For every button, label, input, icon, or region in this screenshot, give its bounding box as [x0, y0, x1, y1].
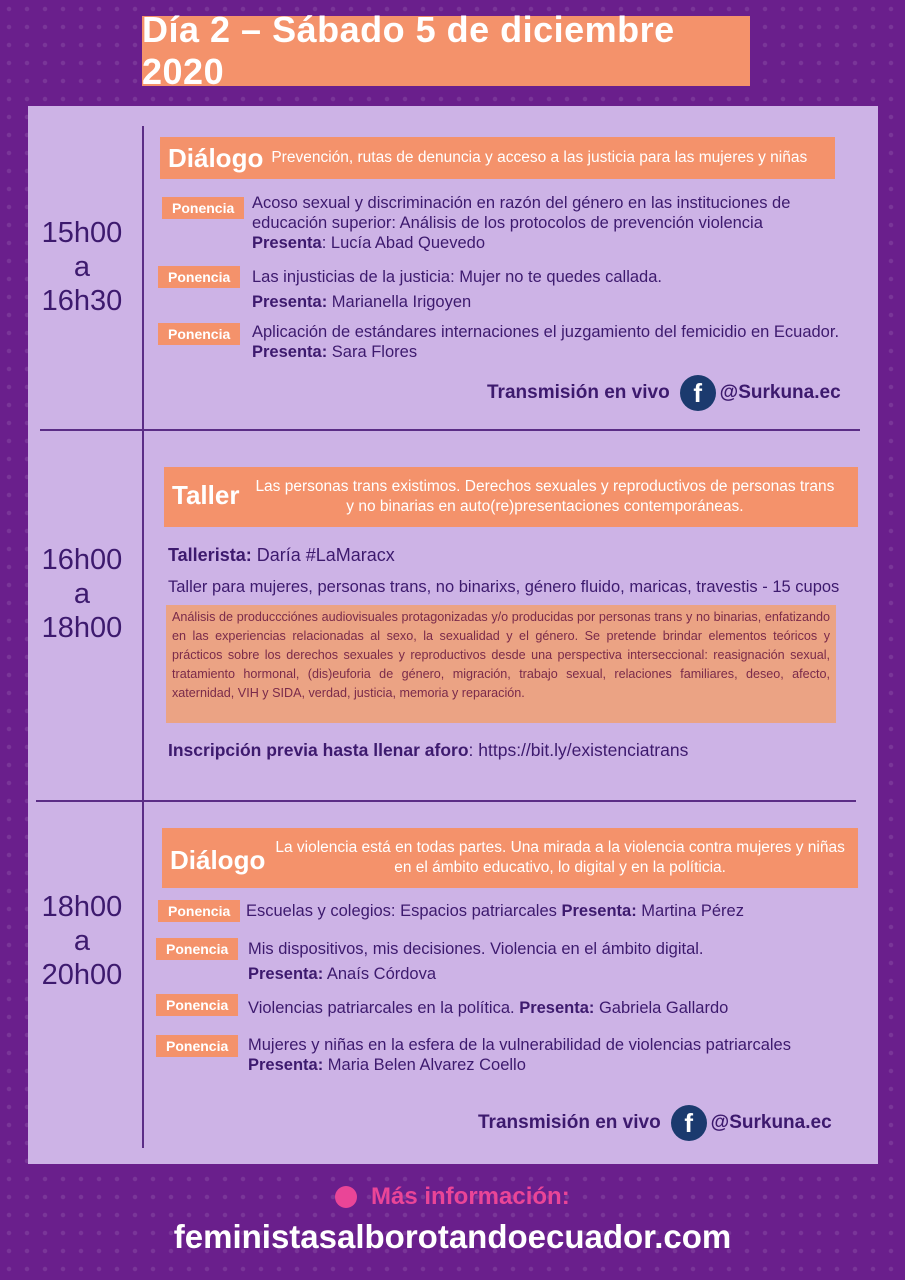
facebook-icon: f — [671, 1105, 707, 1141]
talk-title: Aplicación de estándares internaciones el juzgamiento del femicidio en Ecuador. — [252, 323, 840, 341]
presenter-label: Presenta: — [561, 902, 637, 920]
session-topic: Prevención, rutas de denuncia y acceso a las justicia para las mujeres y niñas — [271, 149, 808, 166]
session-topic-line: La violencia está en todas partes. Una mirada a la violencia contra mujeres y niñas — [275, 839, 845, 856]
talk-title: Mis dispositivos, mis decisiones. Violencia en el ámbito digital. — [248, 940, 704, 958]
more-info-label: Más información: — [371, 1183, 570, 1210]
talk-presenter — [252, 292, 662, 312]
talk-3-1 — [246, 901, 744, 921]
time-separator: a — [73, 578, 91, 610]
talk-presenter — [248, 964, 704, 984]
talk-1-1 — [252, 193, 790, 253]
ponencia-badge: Ponencia — [158, 323, 240, 345]
website-link[interactable]: feministasalborotandoecuador.com — [173, 1218, 732, 1255]
talk-1-2 — [252, 267, 662, 312]
start-time: 16h00 — [41, 544, 123, 576]
end-time: 18h00 — [41, 612, 123, 644]
session-header-1 — [160, 137, 835, 179]
live-label: Transmisión en vivo — [487, 382, 670, 403]
presenter-name: Martina Pérez — [636, 902, 744, 920]
facilitator — [168, 545, 395, 565]
presenter-label: Presenta: — [519, 999, 595, 1017]
workshop-description: Análisis de produccciónes audiovisuales protagonizadas y/o producidas por personas trans y no binarias, enfatizando en las experiencias relacionadas al sexo, la sexualidad y el género. Se pretende brindar elementos teóricos y prácticos sobre los derechos sexuales y reproductivos desde una perspectiva interseccional: reasignación sexual, tratamiento hormonal, (dis)euforia de género, migración, trabajo sexual, relaciones familiares, deseo, afecto, xaternidad, VIH y SIDA, verdad, justicia, memoria y reparación. — [166, 605, 836, 723]
session-topic — [255, 477, 834, 517]
talk-title: Acoso sexual y discriminación en razón del género en las instituciones de — [252, 194, 791, 212]
time-slot-1 — [28, 216, 136, 318]
session-header-2 — [164, 467, 858, 527]
start-time: 18h00 — [41, 891, 123, 923]
facebook-icon: f — [680, 375, 716, 411]
presenter-name: : Lucía Abad Quevedo — [321, 234, 486, 252]
session-topic-line: en el ámbito educativo, lo digital y en la políticia. — [394, 859, 726, 876]
ponencia-badge: Ponencia — [156, 938, 238, 960]
divider-vertical — [142, 430, 144, 800]
session-header-3 — [162, 828, 858, 888]
presenter-label: Presenta — [252, 234, 322, 252]
social-handle[interactable]: @Surkuna.ec — [719, 382, 841, 403]
talk-presenter — [252, 342, 839, 362]
time-separator: a — [73, 251, 91, 283]
presenter-name: Sara Flores — [327, 343, 418, 361]
live-stream-1[interactable] — [487, 375, 841, 411]
presenter-label: Presenta: — [252, 293, 328, 311]
ponencia-badge: Ponencia — [162, 197, 244, 219]
workshop-audience: Taller para mujeres, personas trans, no binarixs, género fluido, maricas, travestis - 15 cupos — [168, 578, 840, 596]
session-type: Diálogo — [168, 142, 264, 173]
time-slot-3 — [28, 890, 136, 992]
talk-3-3 — [248, 998, 728, 1018]
time-slot-2 — [28, 543, 136, 645]
talk-presenter — [248, 1055, 791, 1075]
ponencia-badge: Ponencia — [156, 994, 238, 1016]
talk-title: Escuelas y colegios: Espacios patriarcales — [246, 902, 562, 920]
more-info — [335, 1183, 570, 1211]
divider-vertical — [142, 800, 144, 1148]
presenter-label: Presenta: — [252, 343, 328, 361]
presenter-name: Marianella Irigoyen — [327, 293, 472, 311]
facilitator-label: Tallerista: — [168, 545, 252, 565]
talk-3-4 — [248, 1035, 791, 1075]
social-handle[interactable]: @Surkuna.ec — [710, 1112, 832, 1133]
ponencia-badge: Ponencia — [156, 1035, 238, 1057]
presenter-label: Presenta: — [248, 965, 324, 983]
divider-horizontal — [40, 429, 860, 431]
talk-presenter — [252, 233, 790, 253]
end-time: 20h00 — [41, 959, 123, 991]
time-separator: a — [73, 925, 91, 957]
session-topic-line: y no binarias en auto(re)presentaciones contemporáneas. — [346, 498, 744, 515]
page-title: Día 2 – Sábado 5 de diciembre 2020 — [142, 16, 750, 86]
live-stream-2[interactable] — [478, 1105, 832, 1141]
bullet-dot-icon — [335, 1186, 357, 1208]
signup-label: Inscripción previa hasta llenar aforo — [168, 740, 469, 760]
signup-info — [168, 740, 688, 760]
presenter-name: Gabriela Gallardo — [594, 999, 729, 1017]
divider-horizontal — [36, 800, 856, 802]
talk-3-2 — [248, 939, 704, 984]
talk-title: Las injusticias de la justicia: Mujer no te quedes callada. — [252, 268, 662, 286]
divider-vertical — [142, 126, 144, 430]
start-time: 15h00 — [41, 217, 123, 249]
session-topic-line: Las personas trans existimos. Derechos sexuales y reproductivos de personas trans — [255, 478, 835, 495]
session-type: Taller — [172, 479, 240, 510]
ponencia-badge: Ponencia — [158, 266, 240, 288]
ponencia-badge: Ponencia — [158, 900, 240, 922]
presenter-name: Anaís Córdova — [323, 965, 437, 983]
presenter-label: Presenta: — [248, 1056, 324, 1074]
live-label: Transmisión en vivo — [478, 1112, 661, 1133]
facilitator-name: Daría #LaMaracx — [251, 545, 395, 565]
talk-title: Mujeres y niñas en la esfera de la vulnerabilidad de violencias patriarcales — [248, 1036, 791, 1054]
session-topic — [275, 838, 845, 878]
talk-title-cont: educación superior: Análisis de los protocolos de prevención violencia — [252, 214, 763, 232]
end-time: 16h30 — [41, 285, 123, 317]
talk-1-3 — [252, 322, 839, 362]
signup-link[interactable]: : https://bit.ly/existenciatrans — [468, 740, 689, 760]
talk-title: Violencias patriarcales en la política. — [248, 999, 520, 1017]
session-type: Diálogo — [170, 844, 266, 875]
presenter-name: Maria Belen Alvarez Coello — [323, 1056, 526, 1074]
